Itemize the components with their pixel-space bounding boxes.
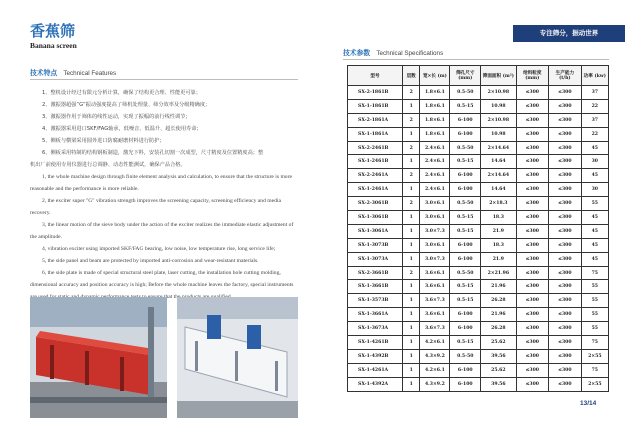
table-row	[348, 363, 609, 377]
feature-en-paragraph: 2, the exciter super "G" vibration strength improves the screening capacity, screening efficiency and media recovery.	[30, 198, 281, 216]
table-cell: 45	[581, 141, 608, 155]
table-cell: 3.6×7.3	[420, 294, 450, 308]
table-cell: 3.6×6.1	[420, 266, 450, 280]
table-cell: 6-100	[450, 169, 481, 183]
table-cell: 75	[581, 363, 608, 377]
table-cell: ≤300	[516, 169, 549, 183]
feature-cn-line: 2、激振器超强“G”振动强度提高了筛机处理量、筛分效率及分级精确度；	[42, 102, 211, 108]
table-cell: 14.64	[481, 183, 516, 197]
table-row	[348, 155, 609, 169]
features-heading	[30, 67, 116, 77]
feature-en-paragraph: 6, the side plate is made of special structural steel plate, laser cutting, the installation hole cutting molding, dimensional accuracy and position accuracy is high; Before the whole machine leaves the factory, special instruments that	[30, 270, 294, 300]
table-cell: 21.9	[481, 252, 516, 266]
table-cell: 1.8×6.1	[420, 86, 450, 100]
table-cell: 26.28	[481, 322, 516, 336]
table-cell: 2×10.98	[481, 86, 516, 100]
table-cell: SX-2-3061B	[348, 197, 403, 211]
table-cell: 37	[581, 86, 608, 100]
table-cell: 0.5-15	[450, 211, 481, 225]
table-cell: SX-1-1861B	[348, 99, 403, 113]
table-cell: 0.5-15	[450, 294, 481, 308]
table-cell: ≤300	[516, 266, 549, 280]
table-cell: 2.4×6.1	[420, 169, 450, 183]
table-cell: 1	[402, 211, 419, 225]
table-row	[348, 169, 609, 183]
table-row	[348, 183, 609, 197]
table-cell: 2	[402, 169, 419, 183]
col-header: 筛孔尺寸 (mm)	[450, 66, 481, 86]
table-cell: 2.4×6.1	[420, 183, 450, 197]
table-cell: 1	[402, 252, 419, 266]
table-cell: 0.5-15	[450, 155, 481, 169]
table-cell: 0.5-50	[450, 141, 481, 155]
table-cell: ≤300	[549, 141, 582, 155]
feature-cn-line: 6、侧板采用特制的结构钢板制造，激光下料，安装孔切割一次成型，尺寸精度及位置精度高；整	[42, 150, 264, 156]
table-cell: 21.96	[481, 280, 516, 294]
table-cell: ≤300	[516, 197, 549, 211]
table-cell: ≤300	[549, 155, 582, 169]
feature-en-paragraph: 5, the side panel and beam are protected by imported anti-corrosion and wear-resistant materials.	[42, 258, 259, 264]
table-cell: 0.5-50	[450, 197, 481, 211]
table-cell: 1	[402, 336, 419, 350]
table-cell: SX-1-2461A	[348, 183, 403, 197]
col-header: 型号	[348, 66, 403, 86]
features-divider	[30, 79, 298, 80]
table-cell: 1	[402, 224, 419, 238]
table-cell: ≤300	[516, 99, 549, 113]
table-cell: 2	[402, 141, 419, 155]
table-cell: 10.98	[481, 99, 516, 113]
col-header: 宽×长 (m)	[420, 66, 450, 86]
table-cell: ≤300	[516, 86, 549, 100]
table-cell: 3.0×6.1	[420, 197, 450, 211]
table-cell: 0.5-50	[450, 349, 481, 363]
table-cell: ≤300	[549, 349, 582, 363]
table-cell: SX-1-4392A	[348, 377, 403, 391]
table-cell: 22	[581, 99, 608, 113]
table-cell: 55	[581, 308, 608, 322]
table-cell: 3.0×6.1	[420, 211, 450, 225]
table-cell: 3.6×7.3	[420, 322, 450, 336]
table-row	[348, 197, 609, 211]
machine-photo-red	[30, 297, 167, 418]
table-cell: 45	[581, 238, 608, 252]
features-heading-en: Technical Features	[63, 70, 117, 77]
table-row	[348, 86, 609, 100]
feature-cn-line: 5、侧板与横梁采用圆外进口防腐耐磨材料进行防护；	[42, 138, 165, 144]
machine-photo-white	[177, 297, 298, 418]
table-cell: 55	[581, 280, 608, 294]
table-cell: 1	[402, 322, 419, 336]
table-cell: 1	[402, 349, 419, 363]
table-cell: 6-100	[450, 252, 481, 266]
table-cell: 1	[402, 238, 419, 252]
table-cell: SX-1-3073B	[348, 238, 403, 252]
table-cell: SX-1-4261A	[348, 363, 403, 377]
table-cell: SX-1-2461B	[348, 155, 403, 169]
table-cell: 25.62	[481, 336, 516, 350]
features-heading-cn: 技术特点	[30, 69, 58, 77]
table-cell: 1	[402, 363, 419, 377]
page-title: 香蕉筛	[30, 22, 76, 40]
table-cell: ≤300	[549, 322, 582, 336]
table-cell: 2	[402, 113, 419, 127]
table-cell: 4.2×6.1	[420, 336, 450, 350]
table-cell: 6-100	[450, 308, 481, 322]
table-cell: ≤300	[549, 280, 582, 294]
table-cell: 6-100	[450, 238, 481, 252]
col-header: 功率 (kw)	[581, 66, 608, 86]
feature-cn-line: 机出厂前使用专用仪器进行总调静、动态性能测试，确保产品合格。	[30, 162, 186, 168]
table-cell: 37	[581, 113, 608, 127]
specs-header-row	[348, 66, 609, 86]
table-cell: ≤300	[549, 308, 582, 322]
table-row	[348, 280, 609, 294]
table-row	[348, 336, 609, 350]
feature-cn-line: 3、激振器作用于筛体的线性运动，实现了振幅的前行线性调节；	[42, 114, 191, 120]
table-cell: 2×14.64	[481, 169, 516, 183]
table-row	[348, 127, 609, 141]
table-cell: SX-1-3061A	[348, 224, 403, 238]
table-cell: 2×55	[581, 349, 608, 363]
table-cell: 2×21.96	[481, 266, 516, 280]
table-cell: ≤300	[516, 141, 549, 155]
table-cell: ≤300	[549, 266, 582, 280]
table-row	[348, 322, 609, 336]
table-cell: 1.8×6.1	[420, 113, 450, 127]
table-cell: ≤300	[549, 238, 582, 252]
features-text	[30, 87, 298, 303]
table-row	[348, 377, 609, 391]
table-cell: 2×10.98	[481, 113, 516, 127]
table-cell: 45	[581, 224, 608, 238]
table-cell: 55	[581, 294, 608, 308]
table-cell: ≤300	[549, 377, 582, 391]
specs-divider	[343, 59, 609, 60]
table-cell: ≤300	[549, 211, 582, 225]
table-cell: 0.5-15	[450, 336, 481, 350]
table-cell: ≤300	[516, 336, 549, 350]
table-cell: ≤300	[549, 252, 582, 266]
table-cell: 2×14.64	[481, 141, 516, 155]
table-row	[348, 252, 609, 266]
table-cell: SX-2-3661B	[348, 266, 403, 280]
table-cell: SX-2-2461B	[348, 141, 403, 155]
table-cell: ≤300	[516, 224, 549, 238]
table-cell: ≤300	[516, 349, 549, 363]
feature-en-paragraph: 1, the whole machine design through finite element analysis and calculation, to ensure that the structure is more reasonable and the performance is more reliable.	[30, 174, 292, 192]
table-cell: ≤300	[516, 308, 549, 322]
table-cell: 45	[581, 169, 608, 183]
page-number: 13/14	[580, 400, 597, 407]
col-header: 生产能力 (t/h)	[549, 66, 582, 86]
table-cell: 2	[402, 197, 419, 211]
table-cell: 1	[402, 183, 419, 197]
table-cell: 45	[581, 211, 608, 225]
table-cell: 75	[581, 266, 608, 280]
table-cell: 0.5-15	[450, 99, 481, 113]
table-cell: 6-100	[450, 127, 481, 141]
table-cell: 1	[402, 99, 419, 113]
table-cell: 1.8×6.1	[420, 127, 450, 141]
table-cell: ≤300	[516, 238, 549, 252]
table-cell: 2×18.3	[481, 197, 516, 211]
table-cell: SX-1-1861A	[348, 127, 403, 141]
feature-en-paragraph: 3, the linear motion of the sieve body under the action of the exciter realizes the immediate elastic adjustment of the amplitude.	[30, 222, 294, 240]
table-cell: 21.96	[481, 308, 516, 322]
table-cell: 2	[402, 266, 419, 280]
table-cell: ≤300	[516, 211, 549, 225]
table-cell: ≤300	[549, 99, 582, 113]
feature-en-paragraph: 4, vibration exciter using imported SKF/FAG bearing, low noise, low temperature rise, long service life;	[42, 246, 276, 252]
table-cell: 6-100	[450, 377, 481, 391]
table-cell: 1	[402, 308, 419, 322]
table-cell: 1	[402, 377, 419, 391]
table-cell: ≤300	[516, 377, 549, 391]
table-row	[348, 141, 609, 155]
table-cell: 18.3	[481, 238, 516, 252]
table-cell: ≤300	[516, 280, 549, 294]
table-cell: 14.64	[481, 155, 516, 169]
table-cell: ≤300	[549, 183, 582, 197]
table-cell: SX-1-3661B	[348, 280, 403, 294]
table-row	[348, 294, 609, 308]
table-cell: SX-1-3573B	[348, 294, 403, 308]
table-row	[348, 238, 609, 252]
table-row	[348, 113, 609, 127]
table-cell: 3.6×6.1	[420, 280, 450, 294]
table-cell: ≤300	[549, 127, 582, 141]
table-cell: 3.0×6.1	[420, 238, 450, 252]
table-row	[348, 99, 609, 113]
table-cell: ≤300	[516, 322, 549, 336]
table-cell: 2×55	[581, 377, 608, 391]
table-row	[348, 349, 609, 363]
table-cell: SX-1-3673A	[348, 322, 403, 336]
table-cell: ≤300	[516, 113, 549, 127]
table-row	[348, 211, 609, 225]
col-header: 筛面面积 (m²)	[481, 66, 516, 86]
table-cell: 3.0×7.3	[420, 224, 450, 238]
table-cell: ≤300	[516, 294, 549, 308]
table-cell: 6-100	[450, 322, 481, 336]
table-cell: 6-100	[450, 183, 481, 197]
table-cell: ≤300	[549, 169, 582, 183]
table-cell: ≤300	[549, 294, 582, 308]
table-cell: 2	[402, 86, 419, 100]
feature-cn-line: 1、整机设计经过有限元分析计算，确保了结构更合理、性能更可靠；	[42, 90, 201, 96]
col-header: 层数	[402, 66, 419, 86]
table-cell: SX-1-3073A	[348, 252, 403, 266]
table-cell: 4.3×9.2	[420, 349, 450, 363]
table-cell: ≤300	[516, 252, 549, 266]
col-header: 给料粒度 (mm)	[516, 66, 549, 86]
table-cell: 30	[581, 183, 608, 197]
table-cell: 55	[581, 197, 608, 211]
table-cell: 3.0×7.3	[420, 252, 450, 266]
table-cell: ≤300	[549, 113, 582, 127]
table-cell: ≤300	[549, 363, 582, 377]
table-cell: 1	[402, 280, 419, 294]
table-row	[348, 224, 609, 238]
table-row	[348, 308, 609, 322]
table-cell: 39.56	[481, 349, 516, 363]
feature-cn-line: 4、激振器采用进口SKF/FAG轴承，低噪音、低温升、超长使用寿命；	[42, 126, 202, 132]
table-cell: 0.5-15	[450, 280, 481, 294]
table-cell: ≤300	[549, 197, 582, 211]
table-cell: 1	[402, 155, 419, 169]
table-cell: 2.4×6.1	[420, 141, 450, 155]
specs-heading-en: Technical Specifications	[376, 50, 444, 57]
specs-body	[348, 86, 609, 392]
table-cell: 75	[581, 336, 608, 350]
table-cell: ≤300	[516, 155, 549, 169]
specs-table	[347, 65, 609, 392]
table-cell: 0.5-50	[450, 266, 481, 280]
table-cell: 25.62	[481, 363, 516, 377]
table-cell: 26.28	[481, 294, 516, 308]
table-cell: SX-1-4392B	[348, 349, 403, 363]
table-cell: 0.5-15	[450, 224, 481, 238]
table-cell: SX-2-1861A	[348, 113, 403, 127]
table-cell: 3.6×6.1	[420, 308, 450, 322]
specs-heading-cn: 技术参数	[343, 49, 371, 57]
table-cell: 2.4×6.1	[420, 155, 450, 169]
table-cell: SX-1-3061B	[348, 211, 403, 225]
page-subtitle: Banana screen	[30, 41, 77, 50]
table-cell: 30	[581, 155, 608, 169]
table-cell: 45	[581, 252, 608, 266]
table-cell: ≤300	[549, 224, 582, 238]
table-cell: 10.98	[481, 127, 516, 141]
table-cell: ≤300	[516, 183, 549, 197]
table-cell: 1.8×6.1	[420, 99, 450, 113]
table-cell: 4.3×9.2	[420, 377, 450, 391]
table-cell: SX-1-4261B	[348, 336, 403, 350]
table-cell: 21.9	[481, 224, 516, 238]
table-cell: ≤300	[516, 363, 549, 377]
table-row	[348, 266, 609, 280]
table-cell: SX-1-3661A	[348, 308, 403, 322]
table-cell: 6-100	[450, 363, 481, 377]
slogan-banner: 专注筛分，振动世界	[513, 25, 625, 42]
table-cell: 6-100	[450, 113, 481, 127]
table-cell: 22	[581, 127, 608, 141]
table-cell: ≤300	[549, 336, 582, 350]
table-cell: ≤300	[549, 86, 582, 100]
table-cell: 55	[581, 322, 608, 336]
table-cell: 4.2×6.1	[420, 363, 450, 377]
specs-heading	[343, 47, 443, 57]
table-cell: SX-2-2461A	[348, 169, 403, 183]
table-cell: 1	[402, 294, 419, 308]
table-cell: SX-2-1861B	[348, 86, 403, 100]
table-cell: 1	[402, 127, 419, 141]
table-cell: 0.5-50	[450, 86, 481, 100]
table-cell: 18.3	[481, 211, 516, 225]
table-cell: ≤300	[516, 127, 549, 141]
table-cell: 39.56	[481, 377, 516, 391]
